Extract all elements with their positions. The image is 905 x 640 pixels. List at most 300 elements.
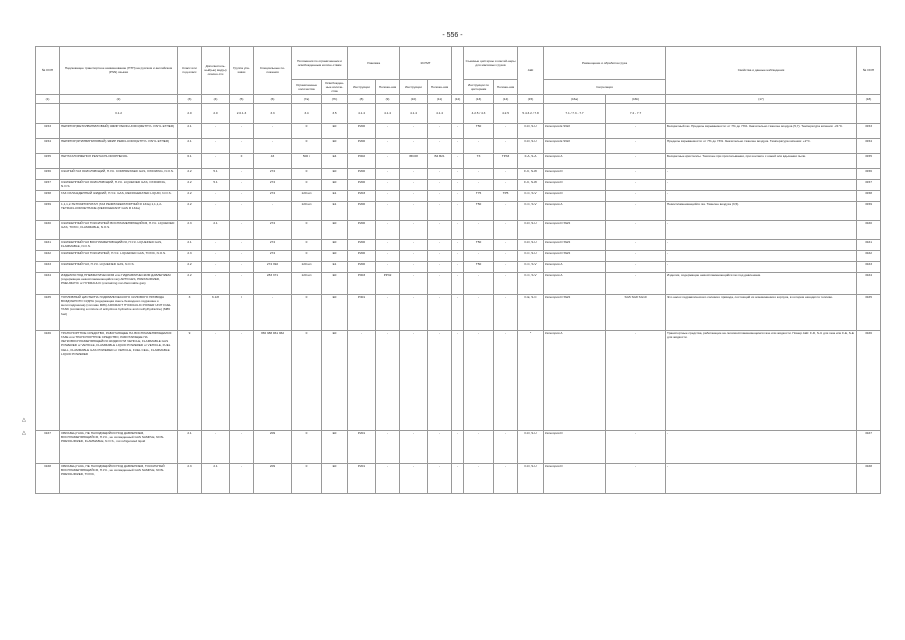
cell-cls: 2.1 (178, 138, 202, 153)
column-number: (12) (452, 94, 464, 103)
cell-sp: 274 (254, 220, 292, 239)
cell-seg: - (606, 430, 666, 463)
cell-props: - (666, 250, 857, 261)
dangerous-goods-table (35, 46, 881, 494)
reference-cell (452, 103, 464, 123)
cell-ti: - (464, 220, 494, 239)
cell-sp: - (254, 123, 292, 138)
cell-tp: TP5 (494, 190, 518, 201)
table-row (36, 179, 881, 190)
cell-name: ТОПЛИВНЫЙ ЦИСТЕРНА ГИДРАВЛИЧЕСКОГО СИЛОВОГО ПРИВОДА ВОЗДУШНОГО СУДНА (содержащая смесь безводного гидразина и метилгидразина) (топливо M86) AIRCRAFT HYDRAULIC POWER UNIT FUEL TANK (containing a mixture of anhydrous hydrazine and methylhydrazine) (M86 fuel) (60, 294, 178, 330)
cell-sp: - (254, 294, 292, 330)
cell-stow: Категория D (544, 463, 606, 493)
cell-lq: 0 (292, 179, 322, 190)
cell-lq: 0 (292, 430, 322, 463)
cell-pg: II (230, 153, 254, 168)
cell-un2: 3158 (857, 190, 881, 201)
header-un: № ООН (36, 47, 60, 95)
header-packing-group: Группа упа-ковки (230, 47, 254, 95)
cell-ii: - (400, 179, 428, 190)
column-number: (16b) (606, 94, 666, 103)
cell-pg: - (230, 138, 254, 153)
cell-ip: - (428, 272, 452, 294)
cell-stow: Категория D SW2 (544, 220, 606, 239)
cell-sub: 2.1 (202, 463, 230, 493)
cell-lq: 0 (292, 250, 322, 261)
cell-seg: - (606, 261, 666, 272)
cell-seg: - (606, 138, 666, 153)
cell-pp: - (376, 153, 400, 168)
cell-seg: - (606, 330, 666, 430)
cell-tp: TP33 (494, 153, 518, 168)
reference-cell: 4.1.4 (376, 103, 400, 123)
reference-cell: 7.1 / 7.3 - 7.7 (544, 103, 606, 123)
cell-pp: - (376, 168, 400, 179)
header-pack-prov: Положе-ния (376, 80, 400, 95)
cell-pp: - (376, 294, 400, 330)
reference-cell: 3.1.2 (60, 103, 178, 123)
reference-cell: 4.2.5 (494, 103, 518, 123)
header-pack-instr: Инструкции (348, 80, 376, 95)
cell-ip: - (428, 330, 452, 430)
column-number: (7b) (322, 94, 348, 103)
reference-cell (666, 103, 857, 123)
header-class: Класс или под-класс (178, 47, 202, 95)
cell-pp: PP32 (376, 272, 400, 294)
header-eq: Освобожден-ные количе-ства (322, 80, 348, 95)
cell-cls: 2.2 (178, 261, 202, 272)
cell-pi: - (348, 330, 376, 430)
cell-tp: - (494, 201, 518, 220)
cell-ems: F-D, S-U (518, 463, 544, 493)
cell-props: Изделия, содержащие невоспламеняющийся газ под давлением. (666, 272, 857, 294)
cell-ip: B4 B21 (428, 153, 452, 168)
cell-un2: 3166 (857, 330, 881, 430)
header-ibc-group: КСГМГ (400, 47, 452, 80)
cell-x: - (452, 261, 464, 272)
cell-ems: * (518, 330, 544, 430)
cell-stow: Категория E SW2 (544, 123, 606, 138)
cell-pi: P200 (348, 179, 376, 190)
cell-seg: - (606, 190, 666, 201)
cell-x: - (452, 123, 464, 138)
cell-eq: E0 (322, 179, 348, 190)
cell-stow: Категория A (544, 330, 606, 430)
cell-un: 3166 (36, 330, 60, 430)
cell-un2: 3156 (857, 168, 881, 179)
cell-seg: - (606, 201, 666, 220)
header-packaging-group: Упаковка (348, 47, 400, 80)
cell-sub: - (202, 138, 230, 153)
cell-pp: - (376, 123, 400, 138)
table-row (36, 250, 881, 261)
cell-seg: - (606, 123, 666, 138)
cell-un2: 3164 (857, 272, 881, 294)
cell-pi: P201 (348, 430, 376, 463)
cell-pg: - (230, 272, 254, 294)
cell-lq: 0 (292, 294, 322, 330)
cell-ii: - (400, 220, 428, 239)
header-ems: АвК (518, 47, 544, 95)
cell-stow: Категория D (544, 179, 606, 190)
cell-cls: 2.3 (178, 220, 202, 239)
header-tank-prov: Положе-ния (494, 80, 518, 95)
cell-cls: 9 (178, 330, 202, 430)
cell-ip: - (428, 463, 452, 493)
column-number: (11) (428, 94, 452, 103)
cell-ip: - (428, 190, 452, 201)
cell-un2: 3155 (857, 153, 881, 168)
cell-ii: - (400, 272, 428, 294)
cell-props: Транспортные средства, работающие на легковоспламеняющемся газе или жидкости. Номер АвК: F-D, S-U для газа или F-E, S-E для жидкости. (666, 330, 857, 430)
cell-eq: E0 (322, 168, 348, 179)
cell-ip: - (428, 294, 452, 330)
cell-name: ОБРАЗЕЦ ГАЗА, НЕ НАХОДЯЩИЙСЯ ПОД ДАВЛЕНИЕМ, ВОСПЛАМЕНЯЮЩИЙСЯ, Н.У.К., не охлажденный GAS SAMPLE, NON-PRESSURIZED, FLAMMABLE, N.O.S., not refrigerated liquid (60, 430, 178, 463)
cell-ip: - (428, 179, 452, 190)
cell-pi: P200 (348, 261, 376, 272)
cell-tp: - (494, 220, 518, 239)
cell-un: 3167 (36, 430, 60, 463)
cell-stow: Категория A (544, 261, 606, 272)
reference-cell (857, 103, 881, 123)
cell-props: Это насос гидравлического силового привода, состоящий из алюминиевого корпуса, в котором находится топливо. (666, 294, 857, 330)
cell-ems: F-A, S-A (518, 153, 544, 168)
reference-cell: 4.1.4 (348, 103, 376, 123)
cell-pp: - (376, 201, 400, 220)
cell-seg: - (606, 272, 666, 294)
cell-sp: 274 392 (254, 261, 292, 272)
cell-ti: T50 (464, 123, 494, 138)
cell-cls: 2.1 (178, 430, 202, 463)
cell-cls: 2.2 (178, 272, 202, 294)
cell-lq: 120 мл (292, 201, 322, 220)
cell-ii: - (400, 138, 428, 153)
cell-pi: P003 (348, 272, 376, 294)
cell-ems: F-D, S-U (518, 220, 544, 239)
cell-un2: 3163 (857, 261, 881, 272)
cell-ti: - (464, 179, 494, 190)
cell-ems: F-C, S-V (518, 201, 544, 220)
cell-pi: P200 (348, 168, 376, 179)
cell-tp: - (494, 261, 518, 272)
cell-pi: P200 (348, 239, 376, 250)
cell-props: - (666, 463, 857, 493)
header-ibc-instr: Инструкции (400, 80, 428, 95)
column-number: (17) (666, 94, 857, 103)
header-properties: Свойства и данные наблюдения (666, 47, 857, 95)
cell-eq: E1 (322, 190, 348, 201)
cell-ip: - (428, 168, 452, 179)
cell-pg: - (230, 123, 254, 138)
cell-x: - (452, 294, 464, 330)
cell-stow: Категория D (544, 168, 606, 179)
cell-sp: 283 371 (254, 272, 292, 294)
table-row (36, 294, 881, 330)
cell-pp: - (376, 190, 400, 201)
cell-ems: F-D, S-U (518, 239, 544, 250)
cell-props: - (666, 168, 857, 179)
column-number: (4) (202, 94, 230, 103)
cell-x: - (452, 138, 464, 153)
cell-un: 3163 (36, 261, 60, 272)
reference-cell: 7.2 - 7.7 (606, 103, 666, 123)
cell-sp: 209 (254, 463, 292, 493)
cell-ii: - (400, 294, 428, 330)
column-number: (10) (400, 94, 428, 103)
cell-lq: 120 мл (292, 272, 322, 294)
cell-eq: E0 (322, 250, 348, 261)
table-row (36, 330, 881, 430)
cell-pg: - (230, 190, 254, 201)
cell-seg: - (606, 168, 666, 179)
cell-lq: 0 (292, 463, 322, 493)
cell-ii: - (400, 190, 428, 201)
cell-ti: T75 (464, 190, 494, 201)
cell-ti: - (464, 294, 494, 330)
cell-props: Бесцветные кристаллы. Токсичен при проглатывании, при контакте с кожей или вдыхании пыли. (666, 153, 857, 168)
cell-tp: - (494, 272, 518, 294)
cell-pp: - (376, 250, 400, 261)
reference-cell: 4.2.5 / 4.3 (464, 103, 494, 123)
cell-pp: - (376, 220, 400, 239)
cell-name: СЖИЖЕННЫЙ ГАЗ ВОСПЛАМЕНЯЮЩИЙСЯ, Н.У.К. LIQUEFIED GAS, FLAMMABLE, N.O.S. (60, 239, 178, 250)
cell-stow: Категория E SW2 (544, 138, 606, 153)
cell-sub: 5.1 (202, 179, 230, 190)
cell-name: СЖАТЫЙ ГАЗ ОКИСЛЯЮЩИЙ, Н.У.К. COMPRESSED GAS, OXIDIZING, N.O.S. (60, 168, 178, 179)
cell-ems: F-C, S-V (518, 261, 544, 272)
cell-cls: 2.2 (178, 179, 202, 190)
column-number: (7a) (292, 94, 322, 103)
header-special-provisions: Специальные по-ложения (254, 47, 292, 95)
cell-stow: Категория D (544, 190, 606, 201)
cell-cls: 2.1 (178, 239, 202, 250)
reference-cell: 2.0 (202, 103, 230, 123)
cell-ti: - (464, 168, 494, 179)
cell-x: - (452, 272, 464, 294)
table-row (36, 138, 881, 153)
cell-cls: 2.2 (178, 190, 202, 201)
cell-seg: - (606, 179, 666, 190)
cell-ip: - (428, 430, 452, 463)
column-number: (3) (178, 94, 202, 103)
column-number: (13) (464, 94, 494, 103)
cell-un: 3154 (36, 138, 60, 153)
cell-pg: - (230, 261, 254, 272)
cell-pg: - (230, 330, 254, 430)
cell-pi: P200 (348, 138, 376, 153)
cell-ti: - (464, 430, 494, 463)
cell-ems: F-C, S-W (518, 179, 544, 190)
cell-pg: - (230, 463, 254, 493)
cell-eq: E1 (322, 201, 348, 220)
cell-pp: - (376, 430, 400, 463)
cell-name: ПЕРФТОР(ЭТИЛВИНИЛОВЫЙ) ЭФИР PERFLUORO(ETHYL VINYL ETHER) (60, 138, 178, 153)
reference-cell: 3.4 (292, 103, 322, 123)
column-number: (8) (348, 94, 376, 103)
cell-un: 3164 (36, 272, 60, 294)
change-marker: △ (22, 417, 26, 423)
header-subrisk: Дополнитель-ный(ые) вид(ы) опасно-сти (202, 47, 230, 95)
cell-name: СЖИЖЕННЫЙ ГАЗ, Н.У.К. LIQUEFIED GAS, N.O.S. (60, 261, 178, 272)
cell-ems: F-D, S-U (518, 430, 544, 463)
cell-pi: P203 (348, 190, 376, 201)
column-number: (18) (857, 94, 881, 103)
cell-props: Пределы взрываемости: от 7% до 73%. Значительно тяжелее воздуха. Температура кипения: +2°C. (666, 138, 857, 153)
cell-stow: Категория A (544, 201, 606, 220)
cell-name: ПЕРФТОР(МЕТИЛВИНИЛОВЫЙ) ЭФИР PERFLUORO(METHYL VINYL ETHER) (60, 123, 178, 138)
cell-name: СЖИЖЕННЫЙ ГАЗ ОКИСЛЯЮЩИЙ, Н.У.К. LIQUEFIED GAS, OXIDIZING, N.O.S. (60, 179, 178, 190)
cell-lq: 500 г (292, 153, 322, 168)
cell-pi: P200 (348, 250, 376, 261)
cell-x: - (452, 430, 464, 463)
cell-pi: P200 (348, 123, 376, 138)
cell-pp: - (376, 261, 400, 272)
page-number: - 556 - (442, 32, 463, 39)
column-number: (15) (518, 94, 544, 103)
header-blank (452, 47, 464, 95)
cell-tp: - (494, 463, 518, 493)
cell-tp: - (494, 430, 518, 463)
column-number: (2) (60, 94, 178, 103)
cell-pg: - (230, 168, 254, 179)
table-row (36, 123, 881, 138)
reference-cell (36, 103, 60, 123)
cell-cls: 2.3 (178, 463, 202, 493)
table-row (36, 153, 881, 168)
cell-x: - (452, 330, 464, 430)
cell-ems: F-C, S-V (518, 272, 544, 294)
column-number: (5) (230, 94, 254, 103)
cell-props: - (666, 430, 857, 463)
cell-eq: E4 (322, 153, 348, 168)
cell-eq: E0 (322, 463, 348, 493)
cell-x: - (452, 239, 464, 250)
cell-props: - (666, 190, 857, 201)
cell-ems: F-D, S-U (518, 123, 544, 138)
cell-eq: E0 (322, 138, 348, 153)
cell-cls: 6.1 (178, 153, 202, 168)
cell-sub: - (202, 123, 230, 138)
cell-ti: T50 (464, 261, 494, 272)
cell-lq: 0 (292, 239, 322, 250)
header-tank-instr: Инструкции по цистернам (464, 80, 494, 95)
cell-pp: - (376, 463, 400, 493)
cell-lq: 120 мл (292, 261, 322, 272)
header-lq-group: Положения по ограниченным и освобожденным количе-ствам (292, 47, 348, 80)
cell-x: - (452, 463, 464, 493)
cell-stow: Категория A (544, 153, 606, 168)
reference-cell: 3.5 (322, 103, 348, 123)
cell-un: 3168 (36, 463, 60, 493)
cell-props: Бесцветный газ. Пределы взрываемости: от 7% до 73%. Значительно тяжелее воздуха (5,7). Температура кипения: -21°C. (666, 123, 857, 138)
cell-un: 3160 (36, 220, 60, 239)
table-row (36, 201, 881, 220)
cell-ii: - (400, 168, 428, 179)
cell-ems: F-E, S-C (518, 294, 544, 330)
cell-ii: - (400, 330, 428, 430)
cell-tp: - (494, 123, 518, 138)
cell-sub: 6.1/8 (202, 294, 230, 330)
column-number: (6) (254, 94, 292, 103)
column-number: (16a) (544, 94, 606, 103)
column-number: (1) (36, 94, 60, 103)
cell-un: 3157 (36, 179, 60, 190)
column-number: (9) (376, 94, 400, 103)
cell-sp: 274 (254, 168, 292, 179)
cell-un: 3162 (36, 250, 60, 261)
cell-sub: - (202, 261, 230, 272)
table-row (36, 261, 881, 272)
cell-name: СЖИЖЕННЫЙ ГАЗ ТОКСИЧНЫЙ, Н.У.К. LIQUEFIED GAS, TOXIC, N.O.S. (60, 250, 178, 261)
cell-tp: - (494, 168, 518, 179)
column-number: (14) (494, 94, 518, 103)
header-tank-group: Съемные цистерны и контей-неры для массовых грузов (464, 47, 518, 80)
cell-un: 3155 (36, 153, 60, 168)
cell-ti: T3 (464, 153, 494, 168)
cell-eq: E1 (322, 261, 348, 272)
cell-pg: - (230, 201, 254, 220)
cell-ti: - (464, 463, 494, 493)
cell-x: - (452, 179, 464, 190)
cell-ii: - (400, 239, 428, 250)
cell-lq: 0 (292, 168, 322, 179)
cell-seg: - (606, 153, 666, 168)
table-row (36, 463, 881, 493)
cell-un: 3161 (36, 239, 60, 250)
references-row (36, 103, 881, 123)
cell-un: 3158 (36, 190, 60, 201)
cell-ems: F-C, S-W (518, 168, 544, 179)
cell-pi: P002 (348, 153, 376, 168)
cell-sp: 274 (254, 250, 292, 261)
header-lq: Ограниченные количества (292, 80, 322, 95)
cell-pp: - (376, 138, 400, 153)
cell-ip: - (428, 250, 452, 261)
cell-sp: 209 (254, 430, 292, 463)
reference-cell: 4.1.4 (400, 103, 428, 123)
cell-ti: T50 (464, 239, 494, 250)
cell-x: - (452, 201, 464, 220)
cell-props: - (666, 179, 857, 190)
cell-props: - (666, 239, 857, 250)
table-row (36, 168, 881, 179)
cell-tp: - (494, 294, 518, 330)
cell-sp: 274 (254, 179, 292, 190)
cell-un2: 3168 (857, 463, 881, 493)
cell-eq: E0 (322, 239, 348, 250)
cell-sub: - (202, 153, 230, 168)
cell-pg: - (230, 250, 254, 261)
header-name: Надлежащее транспортное наименование (НТН) на русском и английском (PSN) языках (60, 47, 178, 95)
change-marker: △ (22, 430, 26, 436)
table-row (36, 220, 881, 239)
cell-x: - (452, 190, 464, 201)
cell-x: - (452, 250, 464, 261)
header-segregation: Сегрегация (544, 80, 666, 95)
cell-name: ИЗДЕЛИЯ ПОД ПНЕВМАТИЧЕСКИМ или ГИДРАВЛИЧЕСКИМ ДАВЛЕНИЕМ (содержащие невоспламеняющийся газ) ARTICLES, PRESSURIZED, PNEUMATIC or HYDRAULIC (containing non-flammable gas) (60, 272, 178, 294)
cell-cls: 2.1 (178, 123, 202, 138)
table-row (36, 190, 881, 201)
cell-sub: - (202, 190, 230, 201)
cell-props: - (666, 261, 857, 272)
cell-sp: 43 (254, 153, 292, 168)
cell-un2: 3153 (857, 123, 881, 138)
cell-name: ГАЗ ОХЛАЖДЕННЫЙ ЖИДКИЙ, Н.У.К. GAS, REFRIGERATED LIQUID, N.O.S. (60, 190, 178, 201)
table-row (36, 239, 881, 250)
cell-un: 3159 (36, 201, 60, 220)
cell-stow: Категория D SW2 (544, 239, 606, 250)
cell-ip: - (428, 261, 452, 272)
